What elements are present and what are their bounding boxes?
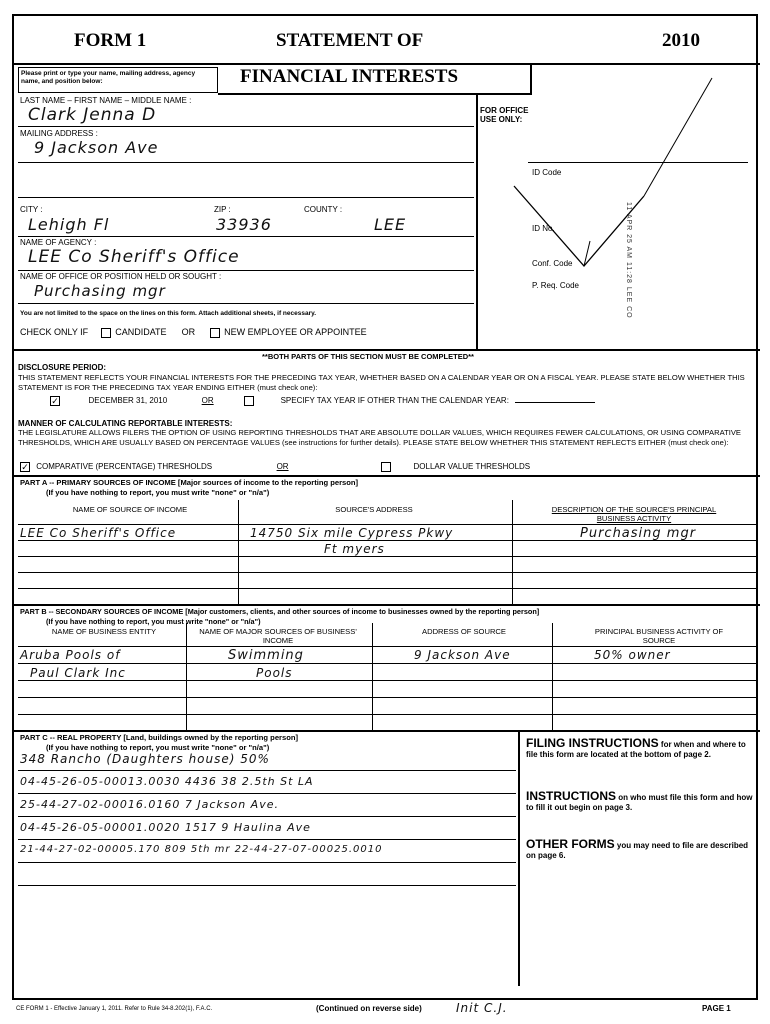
other-forms-heading: OTHER FORMS	[526, 837, 615, 851]
name-value: Clark Jenna D	[28, 105, 157, 125]
county-value: LEE	[374, 215, 407, 234]
manner-text: THE LEGISLATURE ALLOWS FILERS THE OPTION OF USING REPORTING THRESHOLDS THAT ARE ABSOLUTE DOLLAR VALUES, WHICH REQUIRES FEWER CALCULATIONS, OR USING COMPARATIVE THRESHOLDS, WHICH ARE USUALLY BASED ON PERCENTAGE VALUES (see instructions for further details). PLEASE STATE BELOW WHETHER THIS STATEMENT REFLECTS EITHER (must check one):	[18, 428, 741, 447]
part-a-r1-activity: Purchasing mgr	[580, 526, 697, 541]
mailing-label: MAILING ADDRESS :	[20, 129, 98, 138]
candidate-label: CANDIDATE	[115, 327, 167, 337]
part-c-row-2: 04-45-26-05-00013.0030 4436 38 2.5th St LA	[20, 775, 314, 788]
part-c-row-1: 348 Rancho (Daughters house) 50%	[20, 752, 270, 766]
who-must-file	[526, 791, 754, 813]
part-c-row-4: 04-45-26-05-00001.0020 1517 9 Haulina Ave	[20, 821, 311, 834]
period-or: OR	[201, 396, 214, 406]
part-b-r1-entity: Aruba Pools of	[20, 648, 121, 662]
footer-form-ref: CE FORM 1 - Effective January 1, 2011. Refer to Rule 34-8.202(1), F.A.C.	[16, 1006, 213, 1012]
office-use-label: FOR OFFICE USE ONLY:	[480, 106, 529, 124]
county-label: COUNTY :	[304, 205, 343, 214]
agency-label: NAME OF AGENCY :	[20, 238, 97, 247]
part-a-r2-address: Ft myers	[324, 542, 385, 556]
conf-code-label: Conf. Code	[532, 259, 573, 268]
date-stamp: 11 APR 25 AM 11:28 LEE CO	[625, 202, 632, 319]
filing-body: for when and where to file this form are located at the bottom of page 2.	[526, 740, 746, 759]
dec31-checkbox[interactable]: ✓	[51, 396, 59, 406]
part-c-subtitle: (If you have nothing to report, you must write "none" or "n/a")	[46, 743, 270, 752]
city-label: CITY :	[20, 205, 43, 214]
form-1	[12, 14, 758, 1000]
dollar-checkbox[interactable]	[381, 462, 391, 472]
other-year-checkbox[interactable]	[244, 396, 254, 406]
check-only-label: CHECK ONLY IF	[20, 327, 89, 337]
part-b-subtitle: (If you have nothing to report, you must write "none" or "n/a")	[46, 617, 261, 626]
comparative-label: COMPARATIVE (PERCENTAGE) THRESHOLDS	[36, 462, 213, 472]
filing-heading: FILING INSTRUCTIONS	[526, 736, 659, 750]
part-b-col3: ADDRESS OF SOURCE	[422, 627, 506, 636]
comparative-checkbox[interactable]: ✓	[21, 462, 29, 472]
other-forms-body: you may need to file are described on page 6.	[526, 841, 749, 860]
part-a-r1-address: 14750 Six mile Cypress Pkwy	[250, 526, 454, 540]
zip-label: ZIP :	[214, 205, 231, 214]
instructions-note: Please print or type your name, mailing address, agency name, and position below:	[18, 67, 218, 93]
instructions-body: on who must file this form and how to fill it out begin on page 3.	[526, 793, 753, 812]
p-req-code-label: P. Req. Code	[532, 281, 579, 290]
part-b-r1-address: 9 Jackson Ave	[414, 648, 511, 662]
part-a-r1-name: LEE Co Sheriff's Office	[20, 526, 177, 540]
form-number: FORM 1	[74, 30, 147, 51]
instructions-heading: INSTRUCTIONS	[526, 789, 616, 803]
other-forms	[526, 839, 754, 861]
part-c-title: PART C -- REAL PROPERTY [Land, buildings owned by the reporting person]	[20, 733, 299, 742]
filing-instructions	[526, 738, 754, 760]
period-choice-row	[50, 396, 595, 406]
threshold-or: OR	[276, 462, 289, 472]
city-value: Lehigh Fl	[28, 215, 110, 234]
part-b-col4: PRINCIPAL BUSINESS ACTIVITY OF SOURCE	[594, 627, 724, 645]
part-b-col1: NAME OF BUSINESS ENTITY	[51, 627, 157, 636]
part-b-r2-source: Pools	[256, 666, 293, 680]
part-b-title: PART B -- SECONDARY SOURCES OF INCOME [Major customers, clients, and other sources of income to businesses owned by the reporting person]	[20, 607, 540, 616]
threshold-choice-row	[20, 462, 530, 472]
id-code-label: ID Code	[532, 168, 562, 177]
new-employee-checkbox[interactable]	[210, 328, 220, 338]
new-employee-label: NEW EMPLOYEE OR APPOINTEE	[224, 327, 367, 337]
footer-continued: (Continued on reverse side)	[316, 1004, 422, 1013]
mailing-value: 9 Jackson Ave	[34, 138, 159, 157]
page-number: PAGE 1	[702, 1004, 731, 1013]
position-value: Purchasing mgr	[34, 282, 166, 300]
check-only-row	[20, 327, 367, 338]
disclosure-period-text: THIS STATEMENT REFLECTS YOUR FINANCIAL INTERESTS FOR THE PRECEDING TAX YEAR, WHETHER BASED ON A CALENDAR YEAR OR ON A FISCAL YEAR. PLEASE STATE BELOW WHETHER THIS STATEMENT IS FOR THE PRECEDING TAX YEAR ENDING EITHER (must check one):	[18, 373, 745, 392]
manner-label: MANNER OF CALCULATING REPORTABLE INTERESTS:	[18, 419, 233, 428]
zip-value: 33936	[216, 215, 272, 234]
or-label: OR	[181, 327, 196, 337]
part-a-col2: SOURCE'S ADDRESS	[335, 505, 413, 514]
space-note: You are not limited to the space on the lines on this form. Attach additional sheets, if necessary.	[20, 310, 317, 317]
dollar-label: DOLLAR VALUE THRESHOLDS	[413, 462, 531, 472]
footer-initials: Init C.J.	[456, 1001, 508, 1015]
specify-field[interactable]	[515, 402, 595, 403]
part-a-col1: NAME OF SOURCE OF INCOME	[72, 505, 188, 514]
agency-value: LEE Co Sheriff's Office	[28, 247, 240, 267]
position-label: NAME OF OFFICE OR POSITION HELD OR SOUGHT :	[20, 272, 222, 281]
checkmark-icon	[494, 66, 734, 296]
part-b-r1-source: Swimming	[228, 648, 304, 663]
id-no-label: ID No.	[532, 224, 555, 233]
part-b-col2: NAME OF MAJOR SOURCES OF BUSINESS' INCOME	[199, 627, 357, 645]
both-parts-note: **BOTH PARTS OF THIS SECTION MUST BE COMPLETED**	[262, 352, 474, 361]
part-a-subtitle: (If you have nothing to report, you must write "none" or "n/a")	[46, 488, 270, 497]
part-a-title: PART A -- PRIMARY SOURCES OF INCOME [Major sources of income to the reporting person]	[20, 478, 359, 487]
part-a-col3: DESCRIPTION OF THE SOURCE'S PRINCIPAL BUSINESS ACTIVITY	[551, 505, 717, 523]
part-c-row-5: 21-44-27-02-00005.170 809 5th mr 22-44-27-07-00025.0010	[20, 844, 383, 855]
form-year: 2010	[662, 30, 700, 51]
name-label: LAST NAME – FIRST NAME – MIDDLE NAME :	[20, 96, 192, 105]
part-b-r2-entity: Paul Clark Inc	[30, 666, 126, 680]
form-title-line2: FINANCIAL INTERESTS	[240, 66, 459, 87]
disclosure-period-label: DISCLOSURE PERIOD:	[18, 363, 107, 372]
part-c-row-3: 25-44-27-02-00016.0160 7 Jackson Ave.	[20, 798, 279, 811]
candidate-checkbox[interactable]	[101, 328, 111, 338]
specify-label: SPECIFY TAX YEAR IF OTHER THAN THE CALENDAR YEAR:	[280, 396, 509, 406]
part-b-r1-activity: 50% owner	[594, 648, 671, 662]
dec31-label: DECEMBER 31, 2010	[88, 396, 168, 406]
form-title-line1: STATEMENT OF	[276, 30, 424, 51]
